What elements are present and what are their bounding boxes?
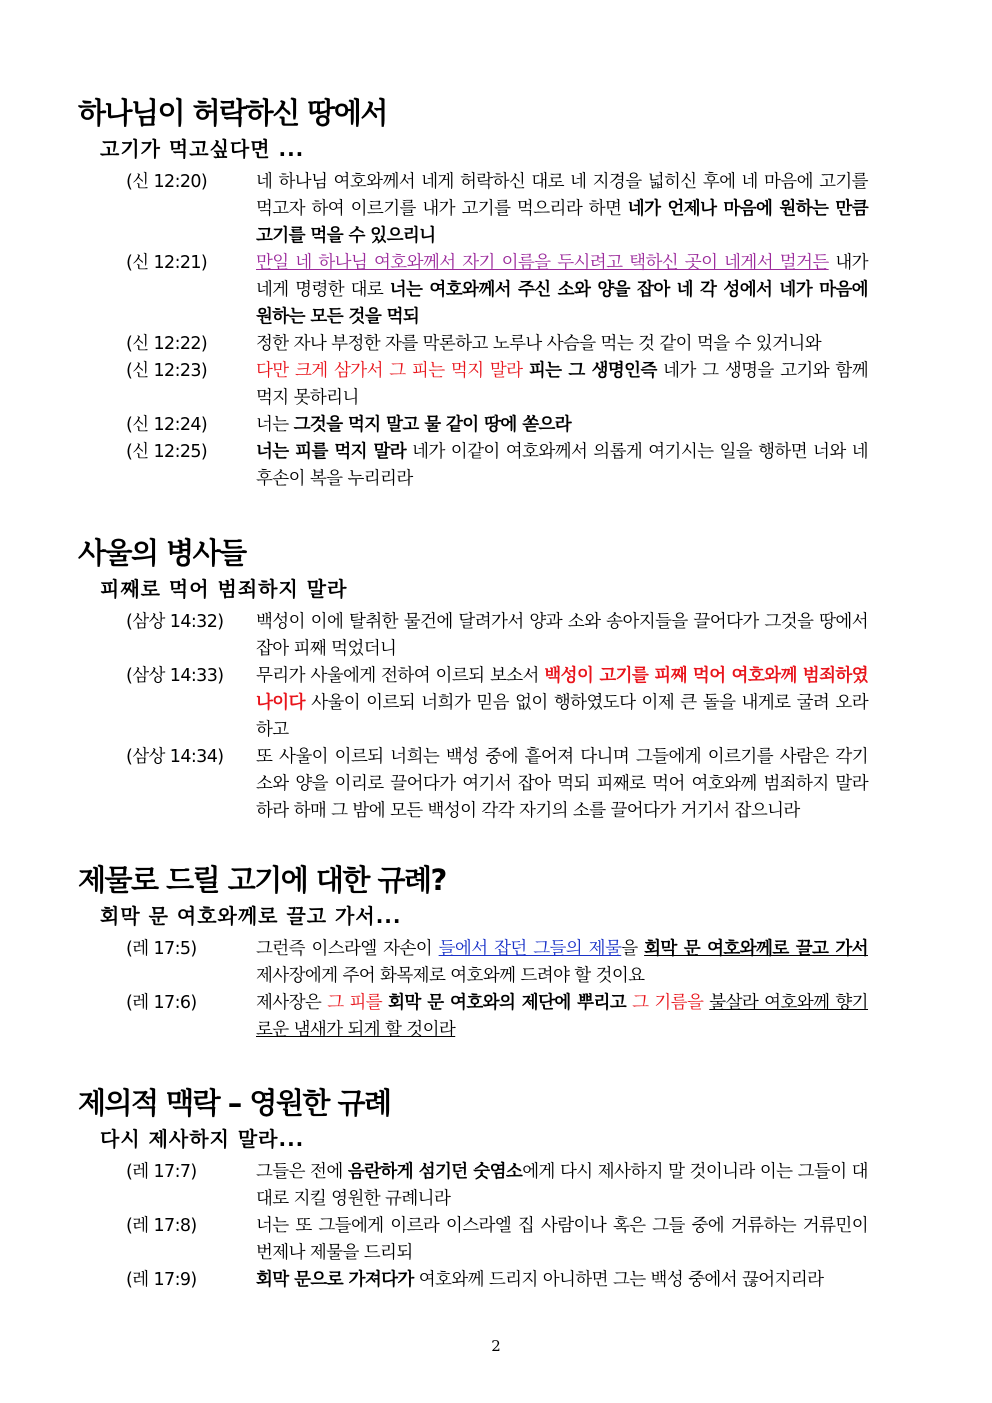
verse-reference: (삼상 14:32) [126, 612, 224, 632]
verse-text [256, 666, 868, 740]
verse-reference: (삼상 14:34) [126, 747, 224, 767]
verse-list [78, 609, 868, 825]
verse [126, 1159, 868, 1213]
verse [126, 936, 868, 990]
verse-list [78, 936, 868, 1044]
verse-text-segment: 백성이 고기를 피째 먹어 여호와께 범죄하였나이다 [256, 666, 868, 713]
section-1 [78, 95, 868, 493]
verse-reference: (레 17:8) [126, 1216, 197, 1236]
verse [126, 358, 868, 412]
verse-reference: (신 12:23) [126, 361, 208, 381]
verse-text-segment: 피는 그 생명인즉 [528, 361, 657, 381]
verse-text [256, 747, 868, 821]
verse [126, 744, 868, 825]
verse [126, 990, 868, 1044]
verse-text [256, 612, 868, 659]
verse-text-segment: 그 기름을 [632, 993, 704, 1013]
verse-text-segment: 불살라 여호와께 향기로운 냄새가 되게 할 것이라 [256, 993, 868, 1040]
section-4 [78, 1085, 868, 1294]
verse-list [78, 1159, 868, 1294]
verse-text-segment: 제사장에게 주어 화목제로 여호와께 드려야 할 것이요 [256, 966, 645, 986]
verse-text-segment: 네가 이같이 여호와께서 의롭게 여기시는 일을 행하면 너와 네 후손이 복을 누리리라 [256, 442, 868, 489]
verse-text-segment: 음란하게 섬기던 숫염소 [347, 1162, 523, 1182]
verse [126, 169, 868, 250]
verse [126, 412, 868, 439]
verse [126, 250, 868, 331]
verse-text-segment: 그것을 먹지 말고 물 같이 땅에 쏟으라 [293, 415, 572, 435]
verse-text [256, 253, 868, 327]
verse-text-segment: 그런즉 이스라엘 자손이 [256, 939, 439, 959]
page-number: 2 [491, 1337, 501, 1355]
verse-reference: (레 17:9) [126, 1270, 197, 1290]
verse [126, 609, 868, 663]
verse-text-segment: 너는 또 그들에게 이르라 이스라엘 집 사람이나 혹은 그들 중에 거류하는 거류민이 번제나 제물을 드리되 [256, 1216, 868, 1263]
verse-reference: (신 12:22) [126, 334, 208, 354]
section-3 [78, 862, 868, 1044]
verse-text-segment: 다만 크게 삼가서 그 피는 먹지 말라 [256, 361, 523, 381]
verse-text [256, 993, 868, 1040]
verse-text-segment: 정한 자나 부정한 자를 막론하고 노루나 사슴을 먹는 것 같이 먹을 수 있거니와 [256, 334, 822, 354]
verse-text [256, 415, 571, 435]
verse-text [256, 1270, 824, 1290]
verse-reference: (신 12:20) [126, 172, 208, 192]
verse-text-segment: 너는 여호와께서 주신 소와 양을 잡아 네 각 성에서 네가 마음에 원하는 모든 것을 먹되 [256, 280, 868, 327]
verse-text-segment: 무리가 사울에게 전하여 이르되 보소서 [256, 666, 545, 686]
section-title: 제의적 맥락 – 영원한 규례 [78, 1086, 391, 1120]
verse-text-segment: 을 [621, 939, 645, 959]
verse [126, 331, 868, 358]
verse-text [256, 172, 868, 246]
verse-reference: (레 17:5) [126, 939, 197, 959]
verse-text-segment: 사울이 이르되 너희가 믿음 없이 행하였도다 이제 큰 돌을 내게로 굴려 오라 하고 [256, 693, 868, 740]
section-subtitle: 다시 제사하지 말라... [100, 1127, 305, 1151]
verse-text [256, 442, 868, 489]
verse-reference: (신 12:21) [126, 253, 208, 273]
verse-text-segment: 백성이 이에 탈취한 물건에 달려가서 양과 소와 송아지들을 끌어다가 그것을 땅에서 잡아 피째 먹었더니 [256, 612, 868, 659]
verse-text [256, 334, 821, 354]
verse-text-segment: 내가 네게 명령한 대로 [256, 253, 868, 300]
verse [126, 1267, 868, 1294]
verse-reference: (신 12:24) [126, 415, 208, 435]
section-title: 사울의 병사들 [78, 536, 246, 570]
verse-text-segment: 네가 그 생명을 고기와 함께 먹지 못하리니 [256, 361, 868, 408]
verse-text-segment: 그 피를 [327, 993, 383, 1013]
verse-text-segment: 들에서 잡던 그들의 제물 [438, 939, 622, 959]
section-title: 제물로 드릴 고기에 대한 규례? [78, 863, 446, 897]
section-title: 하나님이 허락하신 땅에서 [78, 96, 387, 130]
verse-list [78, 169, 868, 493]
section-subtitle: 고기가 먹고싶다면 ... [100, 137, 305, 161]
verse-text-segment: 제사장은 [256, 993, 328, 1013]
verse-text-segment: 너는 [256, 415, 294, 435]
verse-text-segment: 회막 문 여호와께로 끌고 가서 [644, 939, 868, 959]
verse [126, 1213, 868, 1267]
verse-text-segment: 여호와께 드리지 아니하면 그는 백성 중에서 끊어지리라 [413, 1270, 824, 1290]
section-subtitle: 피째로 먹어 범죄하지 말라 [100, 577, 348, 601]
verse [126, 439, 868, 493]
verse-text-segment: 에게 다시 제사하지 말 것이니라 이는 그들이 대대로 지킬 영원한 규례니라 [256, 1162, 868, 1209]
verse-text-segment: 그들은 전에 [256, 1162, 348, 1182]
verse-text-segment: 또 사울이 이르되 너희는 백성 중에 흩어져 다니며 그들에게 이르기를 사람은 각기 소와 양을 이리로 끌어다가 여기서 잡아 먹되 피째로 먹어 여호와께 범죄하지 말라 하라 하매 그 밤에 모든 백성이 각각 자기의 소를 끌어다가 거기서 잡으니라 [256, 747, 868, 821]
verse-text-segment: 회막 문 여호와의 제단에 뿌리고 [388, 993, 627, 1013]
verse-reference: (신 12:25) [126, 442, 208, 462]
verse-reference: (삼상 14:33) [126, 666, 224, 686]
verse-text-segment: 회막 문으로 가져다가 [256, 1270, 414, 1290]
verse-text-segment: 만일 네 하나님 여호와께서 자기 이름을 두시려고 택하신 곳이 네게서 멀거든 [256, 253, 829, 273]
verse-text-segment: 네 하나님 여호와께서 네게 허락하신 대로 네 지경을 넓히신 후에 네 마음에 고기를 먹고자 하여 이르기를 내가 고기를 먹으리라 하면 [256, 172, 868, 219]
verse-text [256, 1162, 868, 1209]
verse-reference: (레 17:7) [126, 1162, 197, 1182]
verse-text-segment: 너는 피를 먹지 말라 [256, 442, 407, 462]
section-2 [78, 535, 868, 825]
verse-reference: (레 17:6) [126, 993, 197, 1013]
verse-text [256, 939, 868, 986]
verse-text [256, 1216, 868, 1263]
section-subtitle: 회막 문 여호와께로 끌고 가서... [100, 904, 402, 928]
verse-text-segment: 네가 언제나 마음에 원하는 만큼 고기를 먹을 수 있으리니 [256, 199, 868, 246]
verse-text [256, 361, 868, 408]
verse [126, 663, 868, 744]
